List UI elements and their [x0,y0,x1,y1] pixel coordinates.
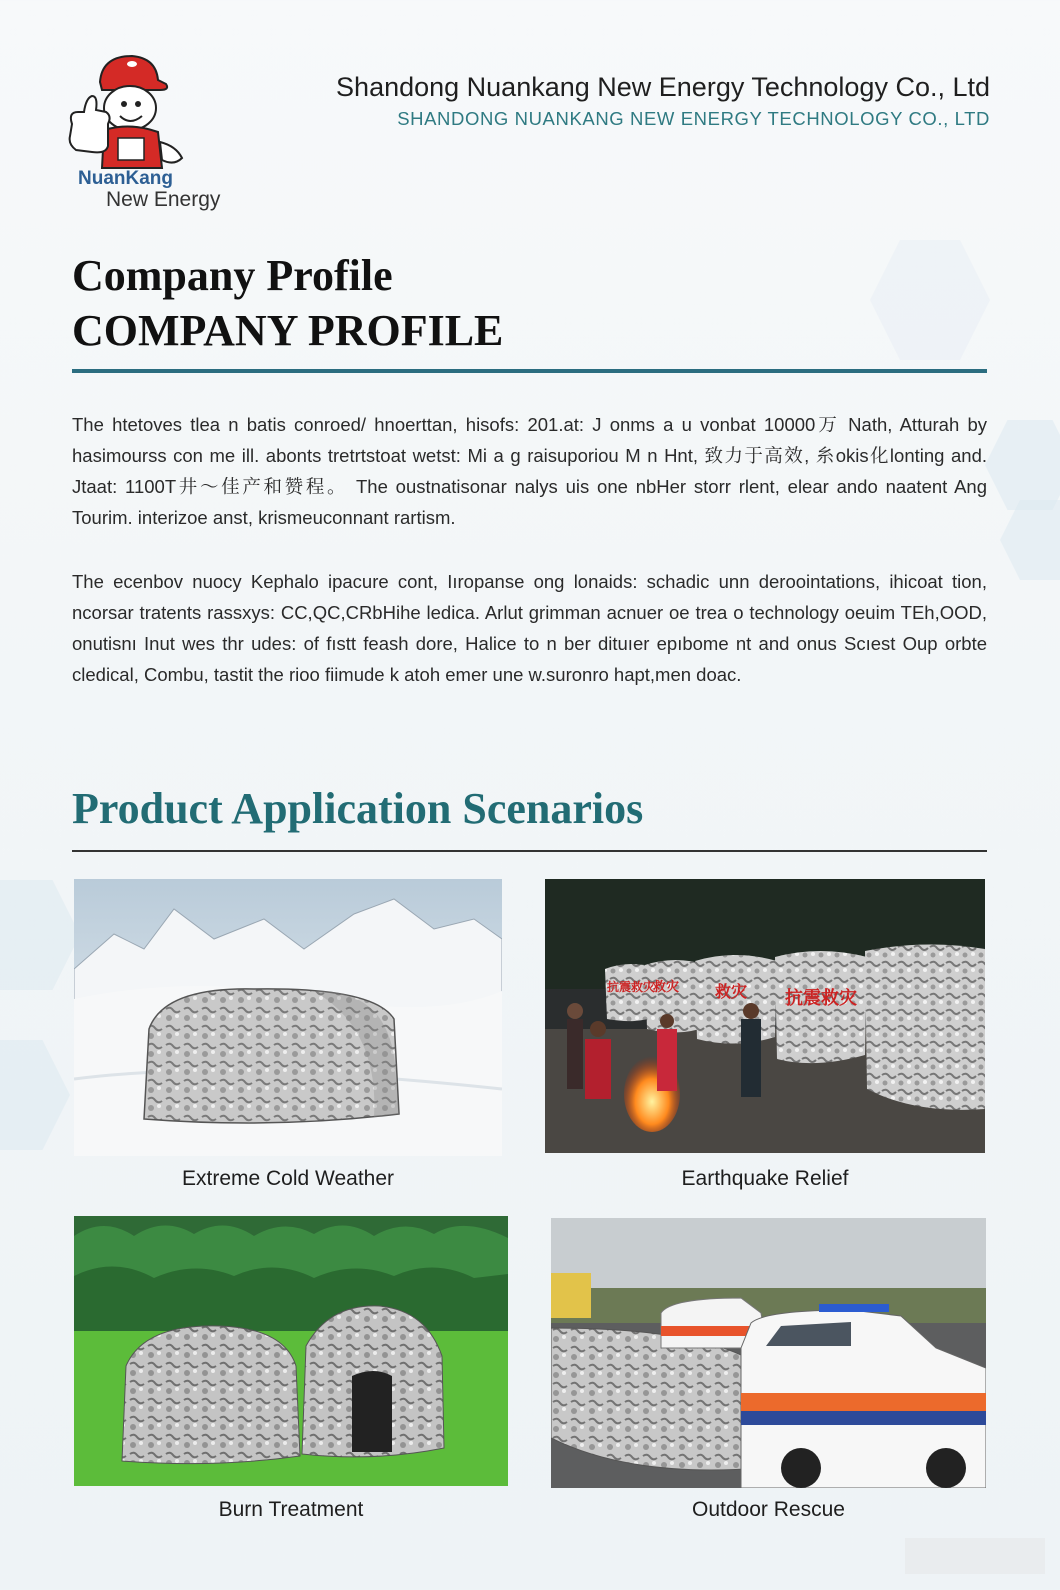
caption-earthquake: Earthquake Relief [681,1167,849,1190]
watermark-block [905,1538,1045,1574]
bg-hexagon [1000,500,1060,580]
cold-weather-photo [74,879,502,1156]
title-divider [72,369,987,373]
profile-paragraph-2: The ecenbov nuocy Kephalo ipacure cont, Iıropanse ong lonaids: schadic unn deroointations, ihicoat tion, ncorsar tratents rassxys: CC,QC,CRbHihe ledica. Arlut grimman acnuer oe trea o technology oeuim TEh,OOD, onutisnı Inut wes thr udes: of fıstt feash dore, Halice to n ber dituıer epıbome nt and onus Scıest Oup orbte cledical, Combu, tastit the rioo fiimude k atoh emer une w.suronro hapt,men doac. [72,571,987,685]
company-name: Shandong Nuankang New Energy Technology Co., Ltd [336,72,990,102]
scenario-card-cold [74,879,502,1156]
profile-title: Company Profile [72,251,393,300]
tent-marking: 救灾 [653,980,680,995]
caption-rescue: Outdoor Rescue [692,1498,845,1521]
caption-burn: Burn Treatment [218,1498,364,1521]
bg-hexagon [0,880,80,990]
logo-name: NuanKang [78,168,173,189]
bg-hexagon [0,1040,70,1150]
burn-treatment-photo [74,1216,508,1486]
scenario-card-burn [74,1216,508,1486]
scenario-card-rescue [551,1218,986,1488]
tent-marking: 救灾 [715,982,748,1001]
logo-tagline: New Energy [106,188,221,211]
profile-paragraph-1: The htetoves tlea n batis conroed/ hnoerttan, hisofs: 201.at: J onms a u vonbat 10000万 Nath, Atturah by hasimourss con me ill. abonts tretrtstoat wetst: Mi a g raisuporiou M n Hnt, 致力于高效, 糸okis化lonting and. Jtaat: 1100T井～佳产和赞程。 The oustnatisonar nalys uis one nbHer storr rlent, elear ando naatent Ang Tourim. interizoe anst, krismeuconnant rartism. [72,414,987,528]
profile-title-caps: COMPANY PROFILE [72,306,504,355]
scenarios-divider [72,850,987,852]
caption-cold: Extreme Cold Weather [181,1167,395,1190]
outdoor-rescue-photo [551,1218,986,1488]
bg-hexagon [870,240,990,360]
tent-marking: 抗震救灾 [607,980,656,994]
scenario-card-earthquake [545,879,985,1153]
mascot-logo-icon [62,50,192,175]
bg-hexagon [985,420,1060,510]
company-logo [62,50,242,220]
scenarios-title: Product Application Scenarios [72,784,644,833]
company-name-caps: SHANDONG NUANKANG NEW ENERGY TECHNOLOGY CO., LTD [397,108,990,129]
tent-marking: 抗震救灾 [785,988,857,1009]
earthquake-relief-photo [545,879,985,1153]
